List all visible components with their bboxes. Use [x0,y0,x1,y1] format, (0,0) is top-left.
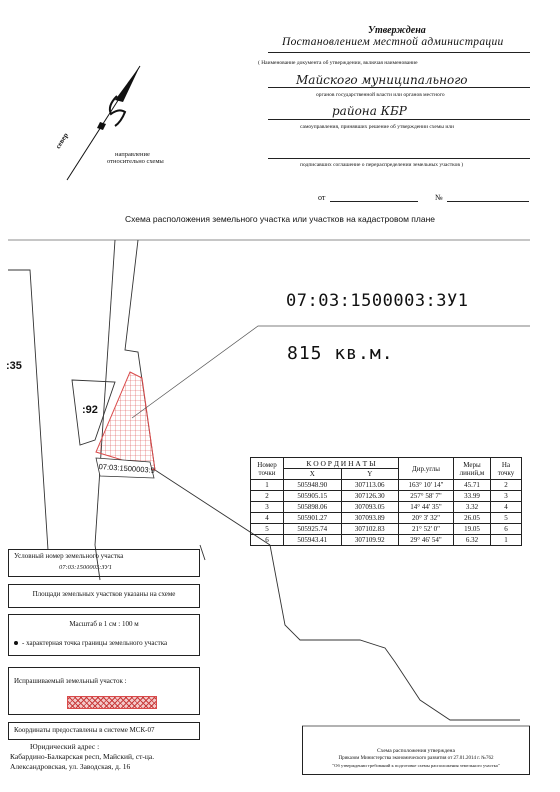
table-cell: 505943.41 [284,535,342,546]
table-row [251,535,522,546]
page-title: Схема расположения земельного участка или участков на кадастровом плане [124,214,436,224]
legend-coord-system [8,722,200,740]
neighbor-35-label: :35 [6,360,22,372]
table-cell: 1 [251,480,284,491]
table-cell: 257° 58' 7" [399,491,454,502]
coord-system-text: Координаты предоставлены в системе МСК-07 [14,726,155,734]
approval-line1: Постановлением местной администрации [282,36,504,48]
neighbor-92-label: :92 [82,404,98,416]
scale-text: Масштаб в 1 см : 100 м [69,620,139,628]
coordinates-table [250,457,522,546]
col-to-point: На точку [491,458,522,480]
stamp-label: 07:03:1500003:9 [98,462,156,475]
table-cell: 4 [251,513,284,524]
note-name: ( Наименование документа об утверждении, включая наименование [258,60,418,66]
table-row [251,491,522,502]
address-line1: Юридический адрес : [30,742,100,751]
parcel-area: 815 кв.м. [287,343,394,364]
table-cell: 307109.92 [341,535,399,546]
from-label: от [318,193,326,202]
table-cell: 307093.89 [341,513,399,524]
number-label: № [435,193,443,202]
table-cell: 2 [491,480,522,491]
col-coordinates: К О О Р Д И Н А Т Ы [284,458,399,469]
legend-box [8,549,200,577]
parcel-leader-line [132,326,530,418]
footer-line3: "Об утверждении требований к подготовке схемы расположения земельного участка" [332,763,500,768]
table-cell: 163° 10' 14" [399,480,454,491]
table-cell: 21° 52' 0" [399,524,454,535]
table-cell: 33.99 [454,491,491,502]
table-row [251,480,522,491]
legend-scale [8,614,200,656]
parcel-id: 07:03:1500003:ЗУ1 [286,291,469,311]
cond-number-label: Условный номер земельного участка [14,552,124,560]
address-line3: Александровская, ул. Заводская, д. 16 [10,762,131,771]
table-cell: 505948.90 [284,480,342,491]
footer-box [302,726,530,775]
table-cell: 307113.06 [341,480,399,491]
note-organ: органов государственной власти или органов местного [316,92,445,98]
table-cell: 29° 46' 54" [399,535,454,546]
requested-label: Испрашиваемый земельный участок : [14,677,127,685]
cond-number-value: 07:03:1500003:ЗУ1 [59,564,112,571]
table-row [251,513,522,524]
table-cell: 505905.15 [284,491,342,502]
table-cell: 1 [491,535,522,546]
note-signed: подписавших соглашение о перераспределении земельных участков ) [300,162,464,168]
table-cell: 505898.06 [284,502,342,513]
table-cell: 14° 44' 35" [399,502,454,513]
col-point-no: Номер точки [251,458,284,480]
table-cell: 505901.27 [284,513,342,524]
right-boundary [270,545,520,720]
address-line2: Кабардино-Балкарская респ, Майский, ст-ца. [10,752,155,761]
col-bearing: Дир.углы [399,458,454,480]
table-row [251,524,522,535]
point-legend [14,639,167,647]
compass-label-1: направление [115,151,150,158]
col-x: X [284,469,342,480]
point-note: - характерная точка границы земельного участка [22,639,168,647]
table-cell: 307126.30 [341,491,399,502]
table-cell: 19.05 [454,524,491,535]
table-cell: 26.05 [454,513,491,524]
requested-parcel [96,372,155,470]
footer-line2: Приказом Министерства экономического развития от 27.01.2014 г. №762 [338,756,494,761]
table-cell: 505925.74 [284,524,342,535]
table-cell: 3 [251,502,284,513]
table-cell: 2 [251,491,284,502]
table-row [251,502,522,513]
table-cell: 4 [491,502,522,513]
boundary-point-icon [14,641,18,645]
table-cell: 20° 3' 32" [399,513,454,524]
table-cell: 307102.83 [341,524,399,535]
table-cell: 6.32 [454,535,491,546]
handwritten-line2: района КБР [332,104,407,118]
col-y: Y [341,469,399,480]
note-self: самоуправления, принявших решение об утверждении схемы или [300,124,454,130]
table-cell: 6 [491,524,522,535]
requested-hatch-swatch [67,696,157,709]
legend-requested [8,667,200,715]
compass-label-2: относительно схемы [107,158,164,165]
footer-line1: Схема расположения утверждена [377,748,455,754]
col-length: Меры линий,м [454,458,491,480]
table-cell: 307093.05 [341,502,399,513]
legend-areas [8,584,200,608]
table-cell: 5 [251,524,284,535]
table-cell: 6 [251,535,284,546]
approval-title: Утверждена [368,25,426,36]
handwritten-line1: Майского муниципального [296,73,468,87]
areas-note: Площади земельных участков указаны на схеме [32,590,176,598]
table-cell: 45.71 [454,480,491,491]
table-cell: 3.32 [454,502,491,513]
parcel-35-boundary [8,270,48,550]
arrow-text: север [54,131,70,151]
table-cell: 3 [491,491,522,502]
table-cell: 5 [491,513,522,524]
